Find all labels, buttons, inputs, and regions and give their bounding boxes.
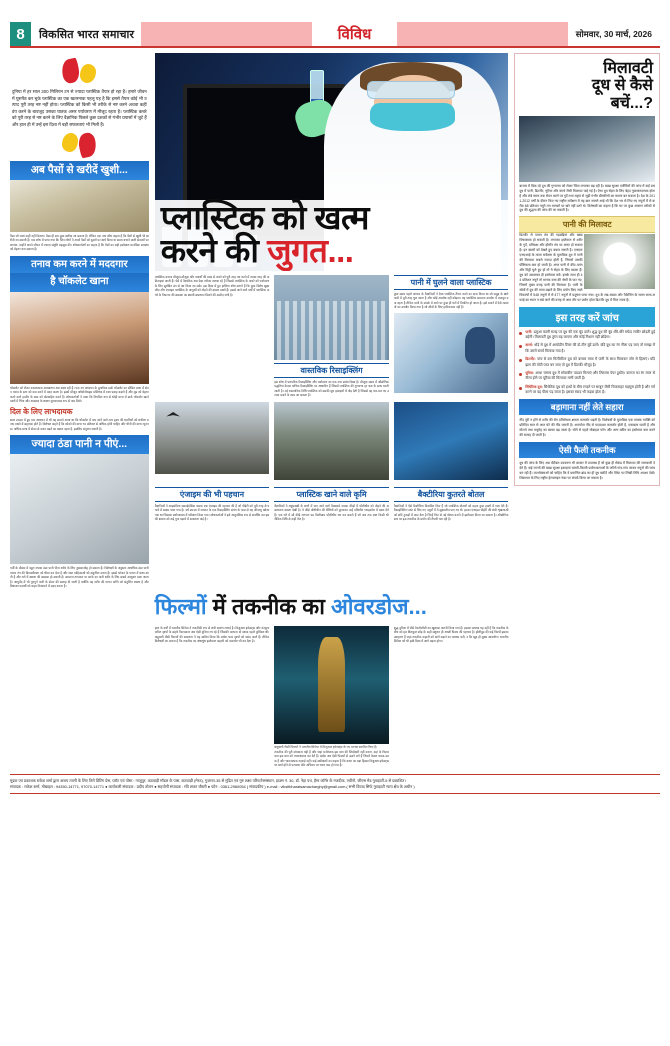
left-column: [10, 53, 149, 589]
subhead-worms: प्लास्टिक खाने वाले कृमि: [274, 487, 389, 502]
footer-line-1: मुद्रक एवं प्रकाशक राकेश शर्मा द्वारा अजय त्यागी के लिए तिरो प्रिंटिंग प्रेस, प्लॉट एवं पोस्ट : गाजुपुर, कठवाड़ी मॉडल के पास, कठवाड़ी (मेरठ), गुजरात-35 से मुद्रित एवं गुरु लक्ष्य परिवर्तनसंस्थान, हाउस नं. 30, डॉ. नेहा पथ, हैमा कॉर्नर के नजदीक, एवीनो, जीएस मेड गुवाहाटी-5 से प्रकाशित।: [10, 777, 406, 783]
intro-text: दुनिया में हर साल 300 मिलियन टन से ज्यादा प्लास्टिक तैयार हो रहा है। हमारे जीवन में घुसपैठ कर चुके प्लास्टिक का एक खतरनाक पहलू यह है कि इससे तैयार कोई भी उत्पाद पूरी तरह नष्ट नहीं होता। प्लास्टिक को किसी भी तरीके से नष्ट करने अथवा कहीं डंप करने के बावजूद उसका घातक असर पर्यावरण में मौजूद रहता है। प्लास्टिक कचरे को पूरी तरह से नष्ट करने के लिए वैज्ञानिक पिछले कुछ दशकों से गंभीर प्रयासों में जुटे हैं और हाल ही में उन्हें इस दिशा में बड़ी सफलताएं भी मिली हैं।: [12, 89, 147, 128]
left-story3-heading[interactable]: ज्यादा ठंडा पानी न पीएं...: [10, 435, 149, 454]
tech-head[interactable]: ऐसी फैली तकनीक: [519, 442, 655, 458]
hero-image: [155, 53, 509, 271]
left-story1-heading[interactable]: अब पैसों से खरीदें खुशी...: [10, 161, 149, 180]
films-headline-blue1: फिल्मों: [154, 593, 207, 619]
left-story2-subbody: साल 2010 में हुए एक अध्ययन में भी यह सामने आया था कि चॉकलेट में पाए जाने वाले तत्व हृदय की धमनियों को लचीला बनाए रखने में सहायक होते हैं। विशेषज्ञ कहते हैं कि कोको की मात्रा 70 प्रतिशत से अधिक होनी चाहिए और चीनी की मात्रा न्यूनतम। अधिक मात्रा में सेवन से वजन बढ़ने का खतरा रहता है, इसलिए संतुलन जरूरी है।: [10, 417, 149, 431]
footer-line-2: संपादक : राकेश शर्मा, मोबाइल : 94350-14771, 97070-14771 ● कार्यकारी संपादक : प्रदीप तोलन ● सहयोगी संपादक : रवि शंकर चौधरी ● फोन : 0361-2960054 ( संपादकीय ) e-mail : viksitbharatsamacharghy@gmail.com.( सभी विवाद सिर्फ गुवाहाटी न्याय क्षेत्र के अधीन ): [10, 783, 415, 789]
left-story2-body: चॉकलेट को लेकर नकारात्मक अवधारणा अब बदल रही है। एक नए अध्ययन के मुताबिक डार्क चॉकलेट का सीमित मात्रा में सेवन तनाव के स्तर को कम करने में मदद करता है। इसमें मौजूद फ्लेवोनॉयड्स मस्तिष्क में रक्त प्रवाह बढ़ाते हैं और मूड को बेहतर करने वाले हार्मोन के स्राव को प्रोत्साहित करते हैं। शोधकर्ताओं ने पाया कि नियमित रूप से थोड़ी मात्रा में डार्क चॉकलेट खाने वालों में चिंता और अवसाद के लक्षण तुलनात्मक रूप से कम मिले।: [10, 385, 149, 404]
subhead-bacteria: बैक्टीरिया कुतरते बोतल: [394, 487, 509, 502]
left-story2-heading-line2[interactable]: है चॉकलेट खाना: [10, 273, 149, 292]
test-text: थोड़े से दूध में आयोडीन टिंचर की दो-तीन बूंदें डालें। यदि दूध का रंग नीला पड़ जाए तो समझ लें कि उसमें स्टार्च मिलाया गया है।: [525, 343, 656, 353]
page-number: 8: [10, 22, 32, 46]
intro-block: [10, 53, 149, 157]
list-item: [519, 357, 655, 368]
test-key: पानी:: [525, 329, 533, 334]
blue-lab-photo: [394, 402, 509, 480]
films-story: [155, 594, 509, 768]
left-story3-body: गर्मी के मौसम में बहुत ज्यादा ठंडा पानी पीना शरीर के लिए नुकसानदेह हो सकता है। विशेषज्ञों के अनुसार अत्यधिक ठंडा पानी पाचन तंत्र की क्रियाशीलता को धीमा कर देता है और रक्त वाहिकाओं को संकुचित करता है। इससे भोजन के पाचन में बाधा आती है और गले में खराश की समस्या हो सकती है। सामान्य तापमान या मटके का पानी शरीर के लिए सबसे उपयुक्त माना जाता है। आयुर्वेद में भी गुनगुने पानी के सेवन की सलाह दी जाती है क्योंकि यह शरीर की पाचन अग्नि को संतुलित रखता है और विषाक्त पदार्थों को बाहर निकालने में मदद करता है।: [10, 566, 149, 589]
list-item: [519, 385, 655, 396]
headline-line-2: [160, 231, 503, 269]
masthead-spacer-left: [141, 22, 311, 46]
newspaper-page: [0, 22, 670, 1046]
flame-icon-bottom: [62, 131, 96, 157]
water-plastic-body: कुछ समय पहले जापान के वैज्ञानिकों ने ऐसा प्लास्टिक तैयार करने का दावा किया था जो समुद्र के खारे पानी में पूरी तरह घुल जाता है और कोई अवशेष नहीं छोड़ता। यह प्लास्टिक सामान्य उपयोग में मजबूत बना रहता है लेकिन पानी के संपर्क में आने पर कुछ ही घंटों में विघटित हो जाता है। इसे बनाने में ऐसे रसायनों का उपयोग किया गया है जो जीवों के लिए हानिकारक नहीं हैं।: [393, 292, 509, 310]
bottom-section: [10, 594, 660, 768]
masthead-spacer-right: [397, 22, 567, 46]
films-col-2: [274, 626, 389, 768]
milk-headline-line1: मिलावटी: [603, 60, 653, 77]
milk-headline-line2: दूध से कैसे: [591, 77, 653, 95]
films-col-1: [155, 626, 270, 768]
mid-subcolumns-3: [155, 484, 509, 522]
milk-bowl-photo: [584, 234, 655, 289]
safety-goggles-icon: [367, 81, 455, 98]
enzyme-body: वैज्ञानिकों ने आइडोनेला सकाईएंसिस नामक एक एंजाइम की पहचान की है जो पीईटी को पूरी तरह से पचाने में सक्षम पाया गया है। वर्ष 2016 में जापान के एक रिसाइक्लिंग संयंत्र के पास से यह जीवाणु खोजा गया था जिसका प्रयोगशाला में परीक्षण किया गया। शोधकर्ताओं ने इसे आनुवंशिक रूप से संवर्धित कर इसकी क्षमता को कई गुना बढ़ाने में सफलता पाई है।: [154, 503, 270, 522]
test-text: पांच से दस मिलीलीटर दूध को बराबर मात्रा में पानी के साथ मिलाकर जोर से हिलाएं। यदि झाग की मोटी परत बन जाए तो दूध में डिटर्जेंट मौजूद है।: [525, 357, 656, 367]
mid-subcol-5: [274, 402, 389, 480]
mid-subcol-9: [394, 484, 509, 522]
footer-rule: [10, 793, 660, 794]
list-item: [519, 343, 655, 354]
mid-subcol-6: [394, 402, 509, 480]
films-col3-body: शुद्ध दुनिया में जैसे टेक्नोलॉजी का खुलासा जरूरी किया गया है। इसका मतलब यह नहीं है कि तकनीक के बीच को हम बिलकुल छोड़ दें। सही संतुलन ही अच्छी फिल्म की पहचान है। हॉलीवुड की कई फिल्में इसका उदाहरण हैं जहां तकनीक कहानी को आगे बढ़ाने का माध्यम बनी, न कि खुद ही मुख्य आकर्षण। भारतीय सिनेमा को भी इसी दिशा में आगे बढ़ना होगा।: [393, 625, 509, 644]
films-col1-body: हाल के वर्षों में भारतीय सिनेमा ने तकनीकी रूप से लंबी छलांग लगाई है। विजुअल इफेक्ट्स और कंप्यूटर जनित दृश्यों के सहारे फिल्मकार अब ऐसी दुनिया रच रहे हैं जिसकी कल्पना दो दशक पहले मुश्किल थी। बाहुबली जैसी फिल्मों की सफलता ने यह साबित किया कि दर्शक भव्य दृश्यों को पसंद करते हैं। लेकिन विशेषज्ञों का मानना है कि तकनीक का अंधाधुंध इस्तेमाल कहानी को कमजोर भी कर देता है।: [154, 625, 270, 644]
list-item: [519, 371, 655, 382]
films-headline-plain: में तकनीक का: [206, 593, 332, 619]
footer: [10, 774, 660, 795]
water-adulteration-head: पानी की मिलावट: [519, 216, 655, 233]
mid-subcolumns-2: [155, 402, 509, 480]
sleep-head[interactable]: बड़ागाना नहीं लेते सहारा: [519, 399, 655, 415]
face-mask-icon: [370, 103, 455, 131]
test-key: स्टार्च:: [525, 343, 533, 348]
masthead: [10, 22, 660, 48]
list-item: [519, 330, 655, 341]
subhead-water-plastic: पानी में घुलने वाला प्लास्टिक: [394, 275, 509, 290]
middle-column: [155, 53, 509, 589]
left-story1-body: पैसा जो भला कहीं नहीं मिलता। वैसा ही सब कुछ खरीदा जा सकता है। लेकिन एक नया शोध कहता है कि पैसों से खुशी भी खरीदी जा सकती है। एक शोध में पाया गया कि जिन लोगों ने अपने पैसों को दूसरों पर खर्च किया या समय बचाने वाली सेवाओं पर लगाया, उन्होंने अपने जीवन में ज्यादा संतुष्टि महसूस की। शोधकर्ताओं का कहना है कि पैसों का सही इस्तेमाल मानसिक स्वास्थ्य को बेहतर बना सकता है।: [10, 233, 149, 252]
worms-body: वैज्ञानिकों ने मधुमक्खी के छत्तों में पाए जाने वाले वैक्सवर्म नामक कीड़ों में पॉलीथीन को तोड़ने की असाधारण क्षमता देखी है। ये कीड़े पॉलीथीन की थैलियों को कुतरकर उन्हें एथिलीन ग्लाइकोल में बदल देते हैं। एक घंटे में सौ कीड़े लगभग 92 मिलीग्राम पॉलीथीन नष्ट कर सकते हैं जो अब तक ज्ञात किसी भी जैविक विधि से कहीं तेज है।: [274, 503, 389, 522]
milk-headline: [519, 58, 655, 116]
headline-line2-accent: जुगत...: [267, 231, 354, 269]
test-key: यूरिया:: [525, 370, 535, 375]
left-story2-subhead: दिल के लिए लाभदायक: [10, 406, 73, 416]
right-sidebar: [514, 53, 660, 589]
mid-subcol-2: [274, 275, 389, 398]
films-headline: [155, 594, 509, 622]
subhead-enzyme: एंजाइम की भी पहचान: [155, 487, 270, 502]
test-key: सिंथेटिक दूध:: [525, 384, 543, 389]
tech-body: दूध की जांच के लिए अब पोर्टेबल उपकरण भी बाजार में उपलब्ध हैं जो कुछ ही सेकंड में मिलावट की जानकारी दे देते हैं। कई राज्यों की खाद्य सुरक्षा इकाइयां चलती-फिरती प्रयोगशालाओं के जरिये गांव-गांव जाकर नमूनों की जांच कर रही हैं। उपभोक्ताओं को चाहिए कि वे प्रमाणित ब्रांड का ही दूध खरीदें और पैकेट पर लिखी तिथि अवश्य देखें। शिकायत के लिए राष्ट्रीय हेल्पलाइन नंबर पर संपर्क किया जा सकता है।: [519, 461, 655, 481]
left-story2-heading-line1[interactable]: तनाव कम करने में मददगार: [10, 256, 149, 275]
bird-photo: [155, 402, 270, 474]
mid-lead-body: प्लास्टिक बनाना मौजूदा-मौजूदा और पदार्थों की मदद से कचरे को पूरी तरह नष्ट करने में तमाम तरह की कठिनाइयां आती हैं। ऐसे में वैज्ञानिक अब ऐसा तरीका तलाश रहे हैं जिससे प्लास्टिक के कचरे को पर्यावरण के लिए सुरक्षित ढंग से नष्ट किया जा सके। इस दिशा में हुए हालिया शोध बताते हैं कि कुछ विशेष सूक्ष्मजीव और एंजाइम प्लास्टिक के अणुओं को तोड़ने की क्षमता रखते हैं। इससे आने वाले वर्षों में प्लास्टिक कचरे के निपटान की समस्या का स्थायी समाधान मिलने की उम्मीद जगी है।: [154, 275, 270, 297]
mid-subcol-3: [394, 275, 509, 398]
mid-subcol-1: [155, 275, 270, 398]
chocolate-photo: [10, 292, 149, 384]
subhead-real-recycling: वास्तविक रिसाइक्लिंग: [274, 363, 389, 378]
lab-photo: [394, 313, 509, 393]
bottom-right-spacer: [514, 594, 660, 768]
mid-subcol-8: [274, 484, 389, 522]
headline-line-1: प्लास्टिक को खत्म: [160, 199, 369, 237]
films-headline-blue2: ओवरडोज...: [331, 593, 427, 619]
test-method-head[interactable]: इस तरह करें जांच: [519, 307, 655, 327]
mid-subcol-4: [155, 402, 270, 480]
bottles-photo: [274, 275, 389, 360]
test-key: डिटर्जेंट:: [525, 357, 536, 362]
test-text: आधा चम्मच दूध में सोयाबीन पाउडर मिलाएं और लिटमस पेपर डुबोएं। कागज का रंग लाल से नीला होने पर यूरिया की मिलावट मानी जाती है।: [525, 370, 655, 381]
mid-subcolumns: [155, 275, 509, 398]
milk-intro-body: बाजार में बिक रहे दूध की गुणवत्ता को लेकर चिंता लगातार बढ़ रही है। खाद्य सुरक्षा एजेंसियों की जांच में कई बार दूध में पानी, डिटर्जेंट, यूरिया और स्टार्च जैसी मिलावट पाई गई है। ऐसा दूध सेहत के लिए बेहद नुकसानदायक होता है और लंबे समय तक सेवन करने पर गुर्दे तथा यकृत से जुड़ी गंभीर बीमारियों का कारण बन सकता है। देश के 2011-2012 वर्षों के दौरान किए गए राष्ट्रीय सर्वेक्षण में यह बात सामने आई थी कि देश भर से लिए गए नमूनों में से करीब 68 प्रतिशत नमूने तय मानकों पर खरे नहीं उतरे थे। विशेषज्ञों का कहना है कि घर पर कुछ आसान तरीकों से दूध की शुद्धता की जांच की जा सकती है।: [519, 183, 655, 213]
flame-icon-top: [62, 59, 96, 85]
headline-band: [155, 200, 509, 271]
paper-name: विकसित भारत समाचार: [32, 22, 141, 46]
mid-subcol-7: [155, 484, 270, 522]
sleep-body: नींद पूरी न होने से शरीर की रोग प्रतिरोधक क्षमता कमजोर पड़ती है। विशेषज्ञों के मुताबिक एक वयस्क व्यक्ति को प्रतिदिन सात से आठ घंटे की नींद जरूरी है। अपर्याप्त नींद से याददाश्त कमजोर होती है, एकाग्रता घटती है और मोटापे तथा मधुमेह का खतरा बढ़ जाता है। सोने से पहले मोबाइल फोन और अन्य स्क्रीन का इस्तेमाल कम करने की सलाह दी जाती है।: [519, 418, 655, 438]
test-list: [519, 330, 655, 396]
bottom-left-spacer: [10, 594, 149, 768]
milk-headline-line3: बचें...?: [610, 94, 653, 112]
water-adulteration-body: डिटर्जेंट से पाचन तंत्र की गड़बड़ियां और खाद्य विषाक्तता हो सकती है। लगातार इस्तेमाल से शरीर के गुर्दे, प्रतिरक्षा और हॉर्मोन तंत्र पर असर हो सकता है। इन खतरों को देखते हुए बचाव जरूरी है। एफएसएसएआई के ताजा सर्वेक्षण के मुताबिक दूध में पानी की मिलावट सबसे ज्यादा होती है, जिससे उसकी पौष्टिकता कम हो जाती है। अगर पानी में कीट-पतंग और मिट्टी घुले हुए हों तो ये सेहत के लिए खतरा हैं। दूध को उबालकर ही इस्तेमाल करें। इसके साथ ही 44 प्रतिशत नमूने तो मानक वसा की श्रेणी के पार गए, जिसमें मुख्य वजह पानी की मिलावट है। पानी के स्रोतों में दूध की मात्रा बढ़ाने के लिए प्रयोग किए जाते विकल्पों में 548 नमूनों में से 477 नमूनों में प्रदूषण पाया गया। दूध के रख-रखाव और पैकेजिंग के समय साफ-सफाई का ध्यान न रखे जाने की वजह से आम तौर पर प्रयोग होता डिटर्जेंट दूध में मिल जाता है।: [519, 233, 655, 302]
bacteria-body: वैज्ञानिकों ने ऐसे बैक्टीरिया विकसित किए हैं जो प्लास्टिक बोतलों को महज कुछ हफ्तों में गला देते हैं। रिसाइक्लिंग प्लांट से लिए गए नमूनों में ये सूक्ष्मजीव पाए गए थे। इनका एंजाइम पीईटी की लंबी शृंखलाओं को छोटे टुकड़ों में काट देता है जिन्हें फिर से नई बोतल बनाने में इस्तेमाल किया जा सकता है। औद्योगिक स्तर पर इस तकनीक के प्रयोग की तैयारी चल रही है।: [393, 503, 509, 522]
cold-water-photo: [10, 454, 149, 564]
test-text: सिंथेटिक दूध को हाथों के बीच रगड़ने पर साबुन जैसी चिकनाहट महसूस होती है और गर्म करने पर वह पीला पड़ जाता है। इसका स्वाद भी कड़वा होता है।: [525, 384, 655, 395]
dump-photo: [274, 402, 389, 480]
films-columns: [155, 626, 509, 768]
films-col-3: [394, 626, 509, 768]
headline-line2-plain: करने की: [160, 231, 268, 269]
film-still-photo: [274, 626, 389, 744]
publication-date: सोमवार, 30 मार्च, 2026: [568, 22, 660, 46]
main-grid: [10, 53, 660, 589]
milk-story-box: [514, 53, 660, 486]
section-title: विविध: [312, 22, 398, 46]
money-photo: [10, 180, 149, 232]
films-col2-body: तकनीक की पूरी संभावना यही है और जहां मनोरंजक इस बात की जिम्मेदारी नहीं करता, वहां के फिल्मकार इस बात को नजरअंदाज कर देते हैं। दर्शक अब ऐसी फिल्मों से ऊबने लगे हैं जिनमें केवल चमक-दमक है और भावनात्मक गहराई नहीं। कई समीक्षकों का कहना है कि बजट का बड़ा हिस्सा विजुअल इफेक्ट्स पर खर्च होने से पटकथा और अभिनय पर ध्यान कम हो गया है।: [274, 749, 389, 768]
test-text: ढलुआ काली सतह पर दूध की एक बूंद डालें। शुद्ध दूध की बूंद धीरे-धीरे सफेद लकीर छोड़ती हुई बहेगी। मिलावटी दूध तुरंत बह जाएगा और कोई निशान नहीं छोड़ेगा।: [525, 329, 656, 339]
film-caption: बाहुबली जैसी फिल्मों ने भारतीय सिनेमा में विजुअल इफेक्ट्स के नए मानक स्थापित किए हैं।: [274, 744, 378, 749]
milk-glass-photo: [519, 116, 655, 182]
real-recycling-body: इस शोध में पारंपरिक रिसाइक्लिंग और पर्यावरण का एक नया संबंध दिखा है। मौजूदा समय में औद्योगिक पद्धतियां केवल यांत्रिक रिसाइक्लिंग पर आधारित हैं जिसमें प्लास्टिक की गुणवत्ता हर चक्र के साथ घटती जाती है। नई रासायनिक विधि प्लास्टिक को उसकी मूल इकाइयों में तोड़ देती है जिससे वह बार-बार नए उत्पाद बनाने के काम आ सकता है।: [274, 380, 389, 398]
